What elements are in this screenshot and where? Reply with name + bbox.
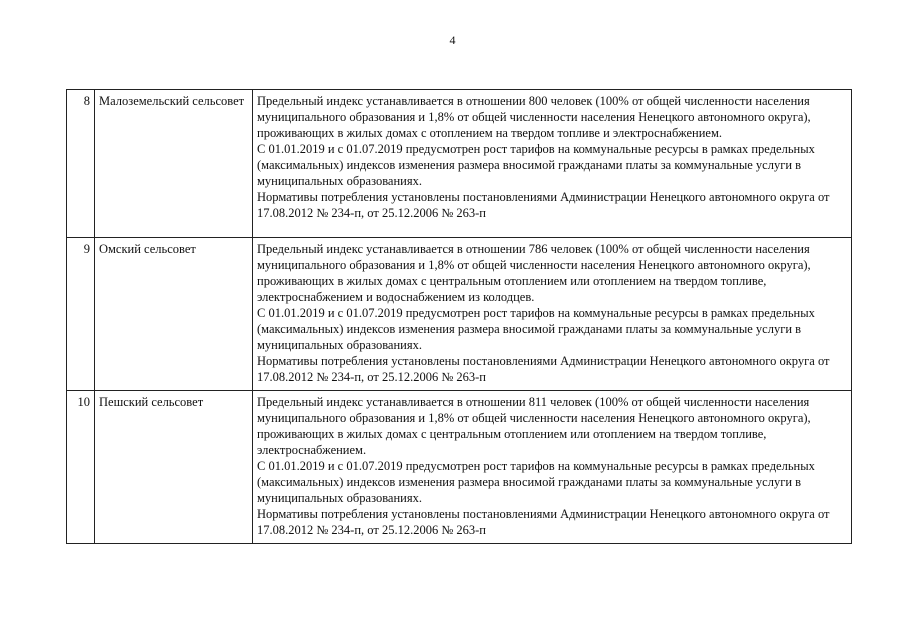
page-number: 4 xyxy=(449,33,456,47)
municipality-name: Малоземельский сельсовет xyxy=(95,90,253,238)
table-row xyxy=(67,90,852,238)
table-row xyxy=(67,391,852,544)
row-description xyxy=(253,391,852,544)
row-number: 10 xyxy=(67,391,95,544)
description-paragraph: Предельный индекс устанавливается в отношении 800 человек (100% от общей численности населения муниципального образования и 1,8% от общей численности населения Ненецкого автономного округа), проживающих в жилых домах с отоплением на твердом топливе и электроснабжением. xyxy=(257,94,811,140)
description-paragraph: Нормативы потребления установлены постановлениями Администрации Ненецкого автономного округа от 17.08.2012 № 234-п, от 25.12.2006 № 263-п xyxy=(257,190,830,220)
description-paragraph: Нормативы потребления установлены постановлениями Администрации Ненецкого автономного округа от 17.08.2012 № 234-п, от 25.12.2006 № 263-п xyxy=(257,354,830,384)
description-paragraph: С 01.01.2019 и с 01.07.2019 предусмотрен рост тарифов на коммунальные ресурсы в рамках предельных (максимальных) индексов изменения размера вносимой гражданами платы за коммунальные услуги в муниципальных образованиях. xyxy=(257,459,815,505)
row-number: 9 xyxy=(67,238,95,391)
row-number: 8 xyxy=(67,90,95,238)
description-paragraph: С 01.01.2019 и с 01.07.2019 предусмотрен рост тарифов на коммунальные ресурсы в рамках предельных (максимальных) индексов изменения размера вносимой гражданами платы за коммунальные услуги в муниципальных образованиях. xyxy=(257,306,815,352)
tariff-table xyxy=(66,89,852,544)
description-paragraph: С 01.01.2019 и с 01.07.2019 предусмотрен рост тарифов на коммунальные ресурсы в рамках предельных (максимальных) индексов изменения размера вносимой гражданами платы за коммунальные услуги в муниципальных образованиях. xyxy=(257,142,815,188)
row-description xyxy=(253,238,852,391)
row-description xyxy=(253,90,852,238)
municipality-name: Омский сельсовет xyxy=(95,238,253,391)
description-paragraph: Предельный индекс устанавливается в отношении 786 человек (100% от общей численности населения муниципального образования и 1,8% от общей численности населения Ненецкого автономного округа), проживающих в жилых домах с центральным отоплением или отоплением на твердом топливе, электроснабжением и водоснабжением из колодцев. xyxy=(257,242,811,304)
description-paragraph: Предельный индекс устанавливается в отношении 811 человек (100% от общей численности населения муниципального образования и 1,8% от общей численности населения Ненецкого автономного округа), проживающих в жилых домах с центральным отоплением или отоплением на твердом топливе, электроснабжением. xyxy=(257,395,811,457)
table-row xyxy=(67,238,852,391)
municipality-name: Пешский сельсовет xyxy=(95,391,253,544)
description-paragraph: Нормативы потребления установлены постановлениями Администрации Ненецкого автономного округа от 17.08.2012 № 234-п, от 25.12.2006 № 263-п xyxy=(257,507,830,537)
